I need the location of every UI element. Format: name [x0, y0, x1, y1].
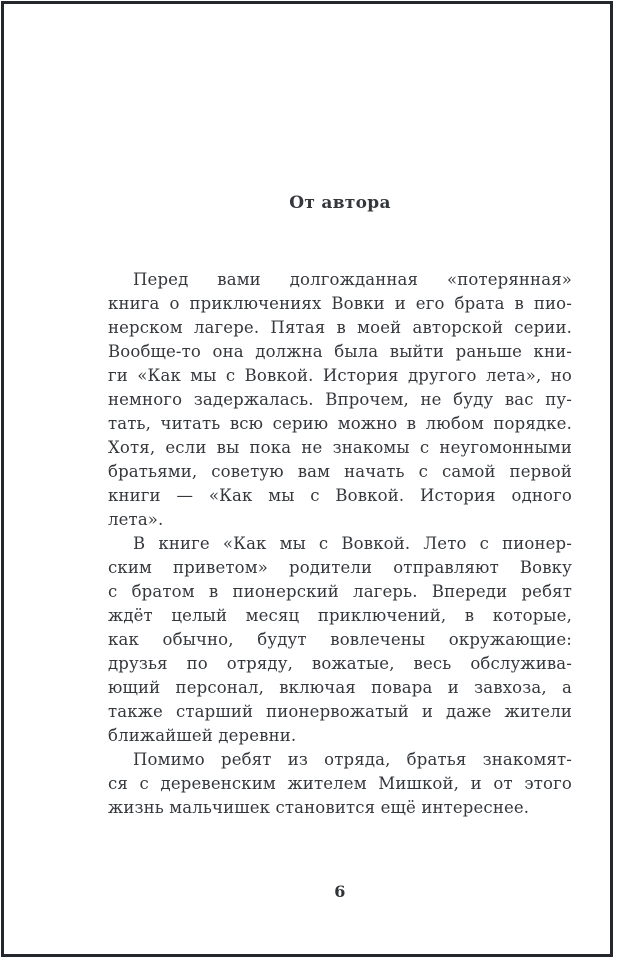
- text-line: жизнь мальчишек становится ещё интереснее.: [108, 798, 530, 817]
- text-line: с братом в пионерский лагерь. Впереди ребят: [108, 582, 572, 601]
- text-line: Помимо ребят из отряда, братья знакомят-: [133, 750, 572, 769]
- page-content: [108, 0, 572, 901]
- text-line: Вообще-то она должна была выйти раньше кни-: [108, 342, 572, 361]
- body-text: [108, 268, 572, 820]
- text-line: друзья по отряду, вожатые, весь обслужива-: [108, 654, 572, 673]
- text-line: лета».: [108, 510, 164, 529]
- text-line: ги «Как мы с Вовкой. История другого лета», но: [108, 366, 572, 385]
- paragraph: [108, 268, 572, 532]
- text-line: ближайшей деревни.: [108, 726, 297, 745]
- text-line: Хотя, если вы пока не знакомы с неугомонными: [108, 438, 572, 457]
- text-line: Перед вами долгожданная «потерянная»: [133, 270, 572, 289]
- text-line: как обычно, будут вовлечены окружающие:: [108, 630, 572, 649]
- page-title: От автора: [289, 193, 391, 213]
- text-line: ющий персонал, включая повара и завхоза, а: [108, 678, 572, 697]
- text-line: также старший пионервожатый и даже жители: [108, 702, 572, 721]
- text-line: братьями, советую вам начать с самой первой: [108, 462, 572, 481]
- text-line: ждёт целый месяц приключений, в которые,: [108, 606, 572, 625]
- text-line: немного задержалась. Впрочем, не буду вас пу-: [108, 390, 572, 409]
- text-line: В книге «Как мы с Вовкой. Лето с пионер-: [133, 534, 572, 553]
- paragraph: [108, 532, 572, 748]
- text-line: книга о приключениях Вовки и его брата в пио-: [108, 294, 572, 313]
- text-line: книги — «Как мы с Вовкой. История одного: [108, 486, 572, 505]
- text-line: тать, читать всю серию можно в любом порядке.: [108, 414, 572, 433]
- text-line: ским приветом» родители отправляют Вовку: [108, 558, 572, 577]
- text-line: ся с деревенским жителем Мишкой, и от этого: [108, 774, 572, 793]
- paragraph: [108, 748, 572, 820]
- page-number: 6: [334, 882, 346, 901]
- text-line: нерском лагере. Пятая в моей авторской серии.: [108, 318, 572, 337]
